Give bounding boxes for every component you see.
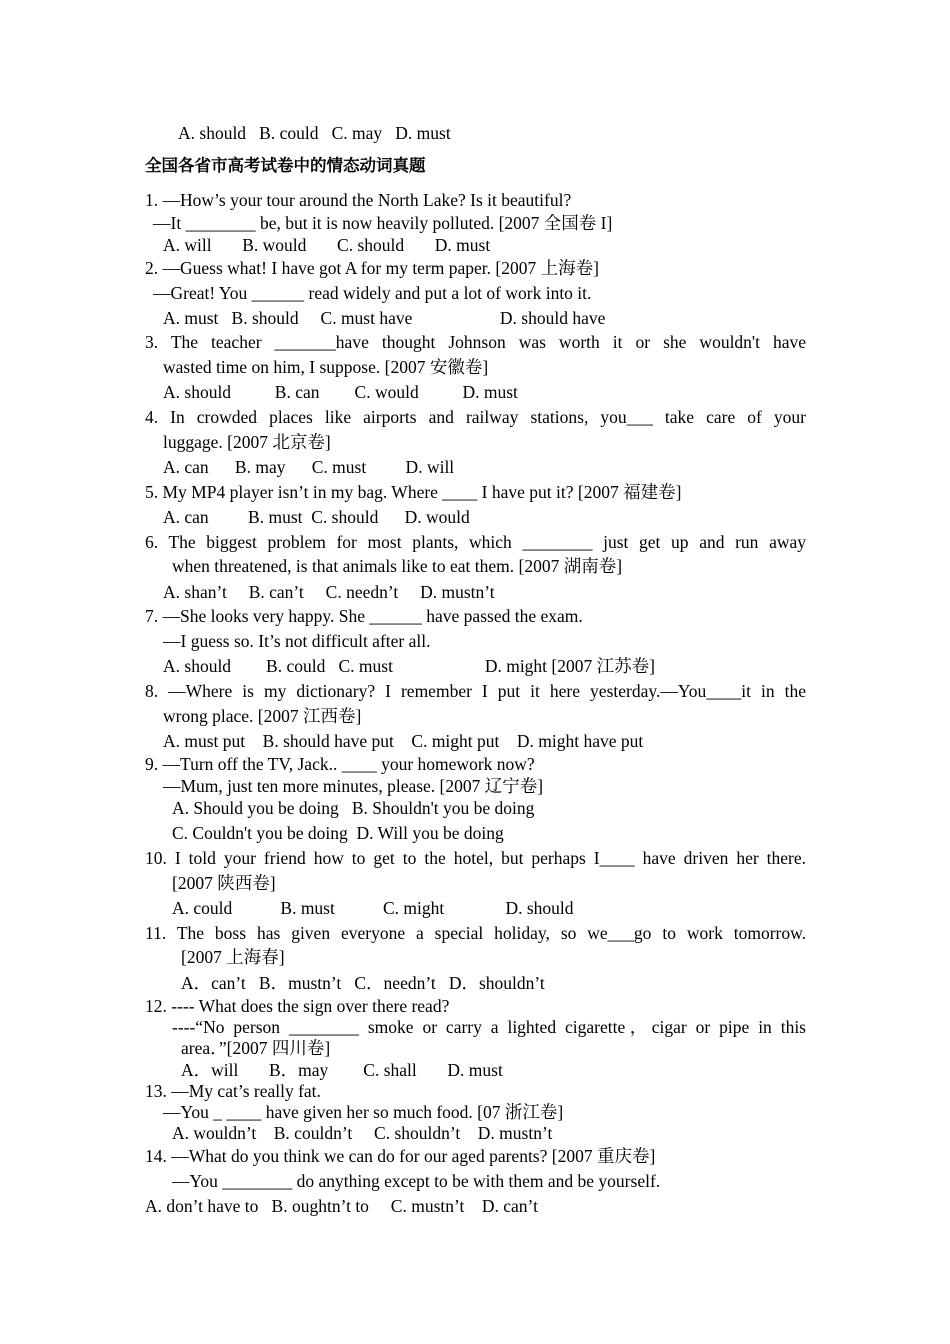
question-13-stem: 13. —My cat’s really fat.: [145, 1081, 321, 1101]
question-4-line2: luggage. [2007 北京卷]: [163, 432, 331, 452]
section-title: 全国各省市高考试卷中的情态动词真题: [145, 156, 426, 175]
question-8-options: A. must put B. should have put C. might put D. might have put: [163, 731, 644, 751]
top-options-line: A. should B. could C. may D. must: [178, 123, 451, 143]
question-13-options: A. wouldn’t B. couldn’t C. shouldn’t D. mustn’t: [172, 1123, 553, 1143]
question-10-options: A. could B. must C. might D. should: [172, 898, 574, 918]
question-13-line2: —You _ ____ have given her so much food. [07 浙江卷]: [163, 1102, 564, 1122]
question-11-line2: [2007 上海春]: [181, 947, 285, 967]
question-11-stem: 11. The boss has given everyone a special holiday, so we___go to work tomorrow.: [145, 923, 806, 943]
question-3-options: A. should B. can C. would D. must: [163, 382, 518, 402]
question-4-options: A. can B. may C. must D. will: [163, 457, 455, 477]
question-3-stem: 3. The teacher _______have thought Johnson was worth it or she wouldn't have: [145, 332, 806, 352]
question-6-options: A. shan’t B. can’t C. needn’t D. mustn’t: [163, 582, 495, 602]
question-2-line2: —Great! You ______ read widely and put a lot of work into it.: [153, 283, 592, 303]
question-5-options: A. can B. must C. should D. would: [163, 507, 470, 527]
question-7-line2: —I guess so. It’s not difficult after all.: [163, 631, 431, 651]
question-7-options: A. should B. could C. must D. might [2007 江苏卷]: [163, 656, 655, 676]
question-3-line2: wasted time on him, I suppose. [2007 安徽卷]: [163, 357, 489, 377]
question-9-stem: 9. —Turn off the TV, Jack.. ____ your homework now?: [145, 754, 535, 774]
question-12-line3: area．”[2007 四川卷]: [181, 1038, 331, 1058]
question-14-line2: —You ________ do anything except to be with them and be yourself.: [172, 1171, 661, 1191]
question-5-stem: 5. My MP4 player isn’t in my bag. Where ____ I have put it? [2007 福建卷]: [145, 482, 682, 502]
question-11-options: A．can’t B．mustn’t C．needn’t D．shouldn’t: [181, 973, 545, 993]
question-1-line2: —It ________ be, but it is now heavily polluted. [2007 全国卷 I]: [153, 213, 613, 233]
question-12-line2: ----“No person ________ smoke or carry a lighted cigarette，cigar or pipe in this: [172, 1017, 806, 1037]
question-4-stem: 4. In crowded places like airports and railway stations, you___ take care of your: [145, 407, 806, 427]
question-14-stem: 14. —What do you think we can do for our aged parents? [2007 重庆卷]: [145, 1146, 656, 1166]
question-1-stem: 1. —How’s your tour around the North Lake? Is it beautiful?: [145, 190, 572, 210]
question-12-stem: 12. ---- What does the sign over there read?: [145, 996, 450, 1016]
question-6-stem: 6. The biggest problem for most plants, which ________ just get up and run away: [145, 532, 806, 552]
question-10-line2: [2007 陕西卷]: [172, 873, 276, 893]
question-9-options-1: A. Should you be doing B. Shouldn't you be doing: [172, 798, 535, 818]
question-2-options: A. must B. should C. must have D. should have: [163, 308, 606, 328]
question-9-line2: —Mum, just ten more minutes, please. [2007 辽宁卷]: [163, 776, 544, 796]
question-8-stem: 8. —Where is my dictionary? I remember I put it here yesterday.—You____it in the: [145, 681, 806, 701]
question-10-stem: 10. I told your friend how to get to the hotel, but perhaps I____ have driven her there.: [145, 848, 806, 868]
question-8-line2: wrong place. [2007 江西卷]: [163, 706, 362, 726]
question-1-options: A. will B. would C. should D. must: [163, 235, 491, 255]
question-9-options-2: C. Couldn't you be doing D. Will you be doing: [172, 823, 504, 843]
question-12-options: A．will B．may C. shall D. must: [181, 1060, 503, 1080]
question-7-stem: 7. —She looks very happy. She ______ have passed the exam.: [145, 606, 583, 626]
question-14-options: A. don’t have to B. oughtn’t to C. mustn’t D. can’t: [145, 1196, 538, 1216]
question-6-line2: when threatened, is that animals like to eat them. [2007 湖南卷]: [172, 556, 623, 576]
question-2-stem: 2. —Guess what! I have got A for my term paper. [2007 上海卷]: [145, 258, 599, 278]
